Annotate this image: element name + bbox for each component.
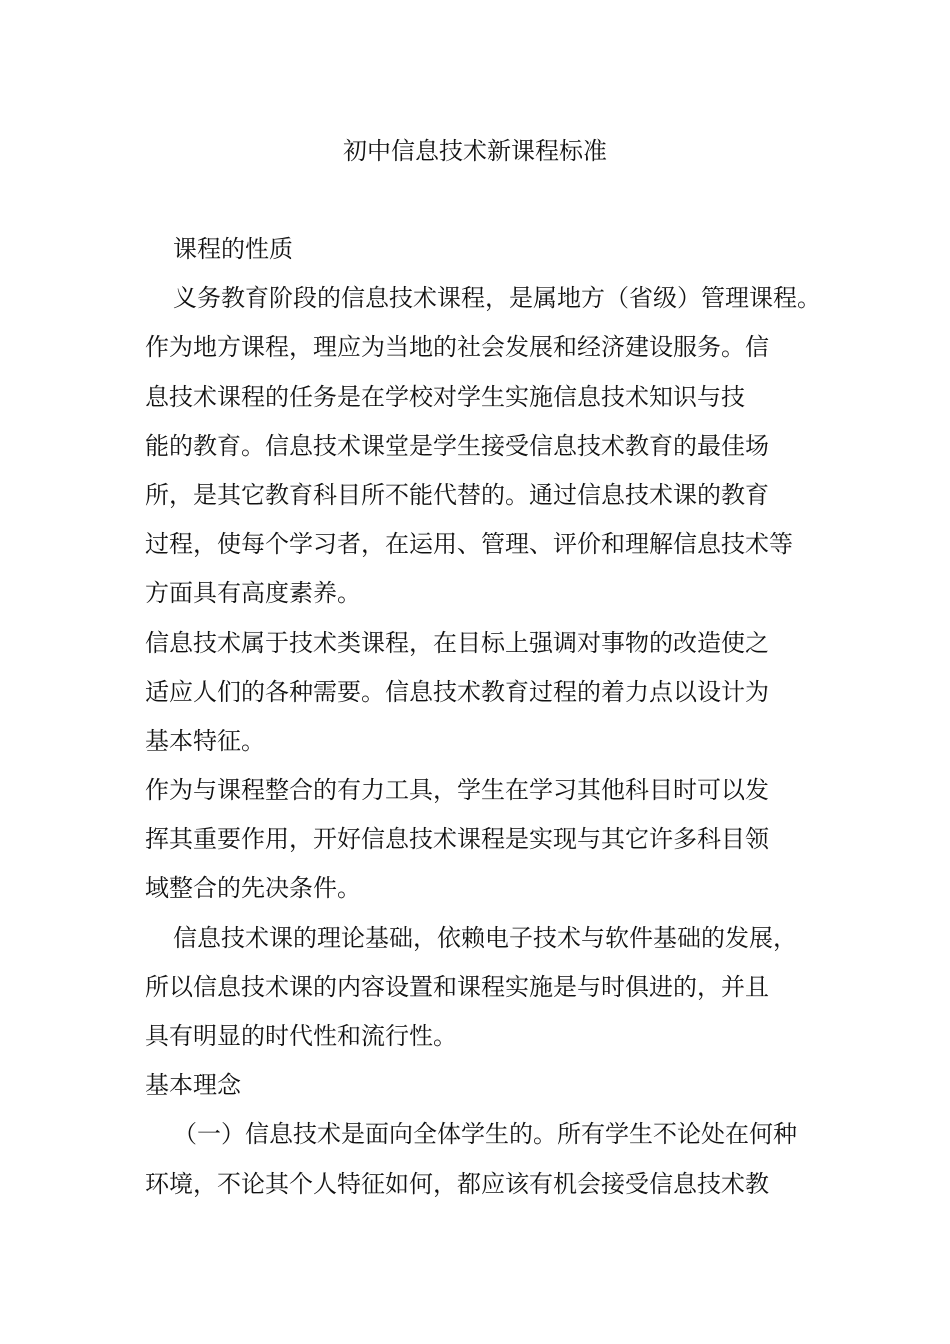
document-body [145, 229, 821, 1213]
text-line: 作为与课程整合的有力工具，学生在学习其他科目时可以发 [145, 776, 769, 805]
document-title: 初中信息技术新课程标准 [343, 137, 607, 165]
text-line: 方面具有高度素养。 [145, 579, 361, 608]
text-line: 具有明显的时代性和流行性。 [145, 1022, 457, 1050]
text-line: 息技术课程的任务是在学校对学生实施信息技术知识与技 [145, 382, 745, 411]
text-line: 基本理念 [145, 1071, 241, 1100]
text-line: 义务教育阶段的信息技术课程，是属地方（省级）管理课程。 [173, 284, 821, 313]
text-line: 信息技术课的理论基础，依赖电子技术与软件基础的发展， [173, 923, 797, 952]
text-line: 作为地方课程，理应为当地的社会发展和经济建设服务。信 [145, 333, 769, 362]
text-line: 信息技术属于技术类课程，在目标上强调对事物的改造使之 [145, 628, 769, 657]
text-line: （一）信息技术是面向全体学生的。所有学生不论处在何种 [173, 1120, 797, 1149]
text-line: 过程，使每个学习者，在运用、管理、评价和理解信息技术等 [145, 530, 793, 559]
text-line: 域整合的先决条件。 [145, 874, 361, 903]
text-line: 能的教育。信息技术课堂是学生接受信息技术教育的最佳场 [145, 431, 769, 460]
text-line: 适应人们的各种需要。信息技术教育过程的着力点以设计为 [145, 677, 769, 706]
text-line: 环境，不论其个人特征如何，都应该有机会接受信息技术教 [145, 1169, 769, 1198]
text-line: 课程的性质 [173, 235, 293, 263]
text-line: 挥其重要作用，开好信息技术课程是实现与其它许多科目领 [145, 825, 769, 854]
text-line: 基本特征。 [145, 726, 265, 755]
text-line: 所，是其它教育科目所不能代替的。通过信息技术课的教育 [145, 480, 769, 509]
text-line: 所以信息技术课的内容设置和课程实施是与时俱进的，并且 [145, 972, 769, 1001]
